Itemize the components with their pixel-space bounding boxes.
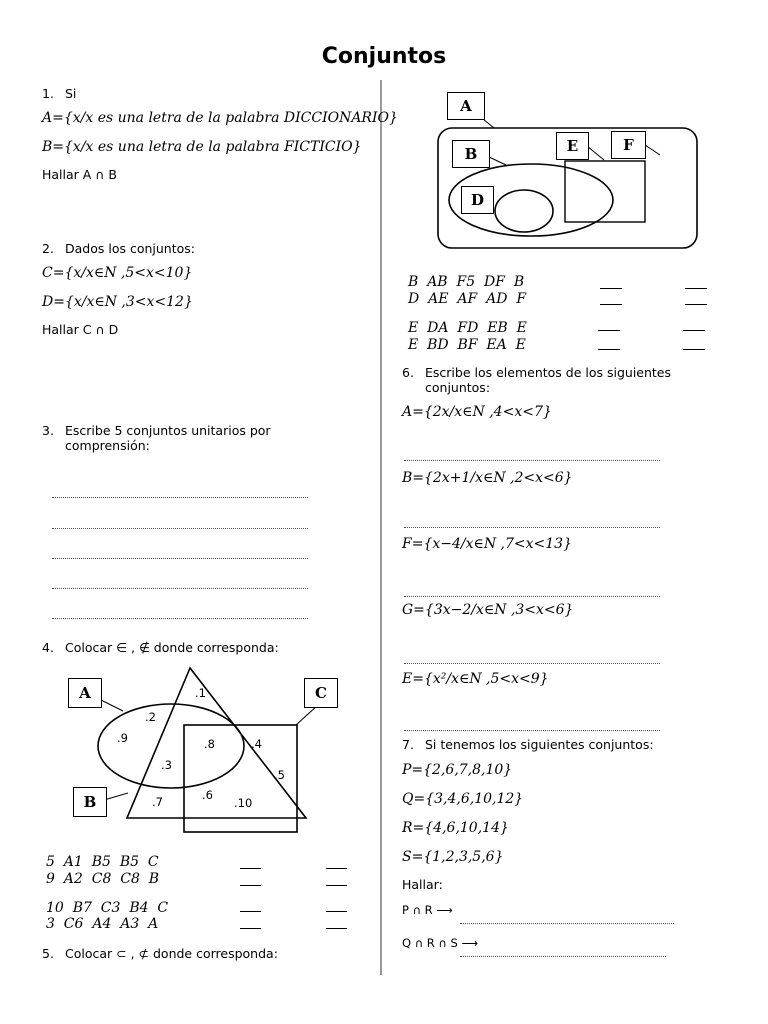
exercise-row: 9 A2 C8 C8 B (46, 871, 160, 887)
answer-line[interactable] (460, 956, 666, 957)
q1-set-b: B={x/x es una letra de la palabra FICTICIO} (42, 139, 362, 155)
q6-number: 6. (402, 365, 414, 380)
q7-operation: Q ∩ R ∩ S ⟶ (402, 936, 478, 950)
point: .4 (251, 737, 262, 751)
q1-intro: Si (65, 86, 77, 101)
answer-blank[interactable] (600, 288, 622, 289)
label-a: A (68, 678, 102, 708)
exercise-row: D AE AF AD F (408, 291, 527, 307)
exercise-row: B AB F5 DF B (408, 274, 525, 290)
q1-set-a: A={x/x es una letra de la palabra DICCIONARIO} (42, 110, 398, 126)
label-f: F (611, 131, 646, 159)
point: .7 (152, 795, 163, 809)
exercise-row: E DA FD EB E (408, 320, 527, 336)
answer-line[interactable] (404, 460, 660, 461)
page-title: Conjuntos (321, 44, 447, 69)
q6-text-line1: Escribe los elementos de los siguientes (425, 365, 672, 380)
q7-operation: P ∩ R ⟶ (402, 903, 453, 917)
q3-text-line2: comprensión: (65, 438, 150, 453)
q4-text: Colocar ∈ , ∉ donde corresponda: (65, 640, 279, 655)
q6-set: F={x−4/x∈N ,7<x<13} (402, 536, 572, 552)
q5-text: Colocar ⊂ , ⊄ donde corresponda: (65, 946, 278, 961)
label-d: D (461, 186, 494, 214)
point: .6 (202, 788, 213, 802)
point: .1 (195, 686, 206, 700)
q2-number: 2. (42, 241, 54, 256)
q2-task: Hallar C ∩ D (42, 322, 119, 337)
answer-line[interactable] (404, 527, 660, 528)
q6-text-line2: conjuntos: (425, 380, 491, 395)
label-b: B (452, 140, 490, 168)
answer-blank[interactable] (598, 330, 620, 331)
answer-blank[interactable] (683, 349, 705, 350)
point: .5 (274, 768, 285, 782)
q1-task: Hallar A ∩ B (42, 167, 117, 182)
label-e: E (556, 132, 589, 160)
label-pointer-a (483, 119, 494, 128)
point: .2 (145, 710, 156, 724)
answer-blank[interactable] (685, 288, 707, 289)
label-pointer-b (489, 157, 506, 165)
point: .9 (117, 731, 128, 745)
q6-set: A={2x/x∈N ,4<x<7} (402, 404, 552, 420)
q6-set: G={3x−2/x∈N ,3<x<6} (402, 602, 574, 618)
q5-number: 5. (42, 946, 54, 961)
answer-line[interactable] (404, 663, 660, 664)
q3-number: 3. (42, 423, 54, 438)
q2-set-d: D={x/x∈N ,3<x<12} (42, 294, 193, 310)
label-b: B (73, 787, 107, 817)
answer-blank[interactable] (685, 304, 707, 305)
ellipse-set-d (495, 190, 553, 232)
q3-text-line1: Escribe 5 conjuntos unitarios por (65, 423, 271, 438)
answer-line[interactable] (460, 923, 674, 924)
label-pointer-e (587, 146, 604, 160)
exercise-row: 10 B7 C3 B4 C (46, 900, 169, 916)
q4-number: 4. (42, 640, 54, 655)
answer-line[interactable] (404, 730, 660, 731)
label-pointer-f (645, 145, 660, 155)
answer-line[interactable] (404, 596, 660, 597)
q7-number: 7. (402, 737, 414, 752)
q6-set: E={x²/x∈N ,5<x<9} (402, 671, 549, 687)
q1-number: 1. (42, 86, 54, 101)
q2-set-c: C={x/x∈N ,5<x<10} (42, 265, 193, 281)
exercise-row: E BD BF EA E (408, 337, 526, 353)
label-a: A (447, 92, 485, 120)
exercise-row: 3 C6 A4 A3 A (46, 916, 159, 932)
answer-blank[interactable] (600, 304, 622, 305)
point: .10 (234, 796, 253, 810)
q2-intro: Dados los conjuntos: (65, 241, 195, 256)
q7-set: S={1,2,3,5,6} (402, 849, 504, 865)
q7-text: Si tenemos los siguientes conjuntos: (425, 737, 654, 752)
answer-blank[interactable] (683, 330, 705, 331)
q7-set: Q={3,4,6,10,12} (402, 791, 524, 807)
point: .8 (204, 737, 215, 751)
q7-set: P={2,6,7,8,10} (402, 762, 513, 778)
label-c: C (304, 678, 338, 708)
exercise-row: 5 A1 B5 B5 C (46, 854, 159, 870)
answer-blank[interactable] (598, 349, 620, 350)
q7-task: Hallar: (402, 877, 443, 892)
q6-set: B={2x+1/x∈N ,2<x<6} (402, 470, 573, 486)
q7-set: R={4,6,10,14} (402, 820, 509, 836)
point: .3 (161, 758, 172, 772)
